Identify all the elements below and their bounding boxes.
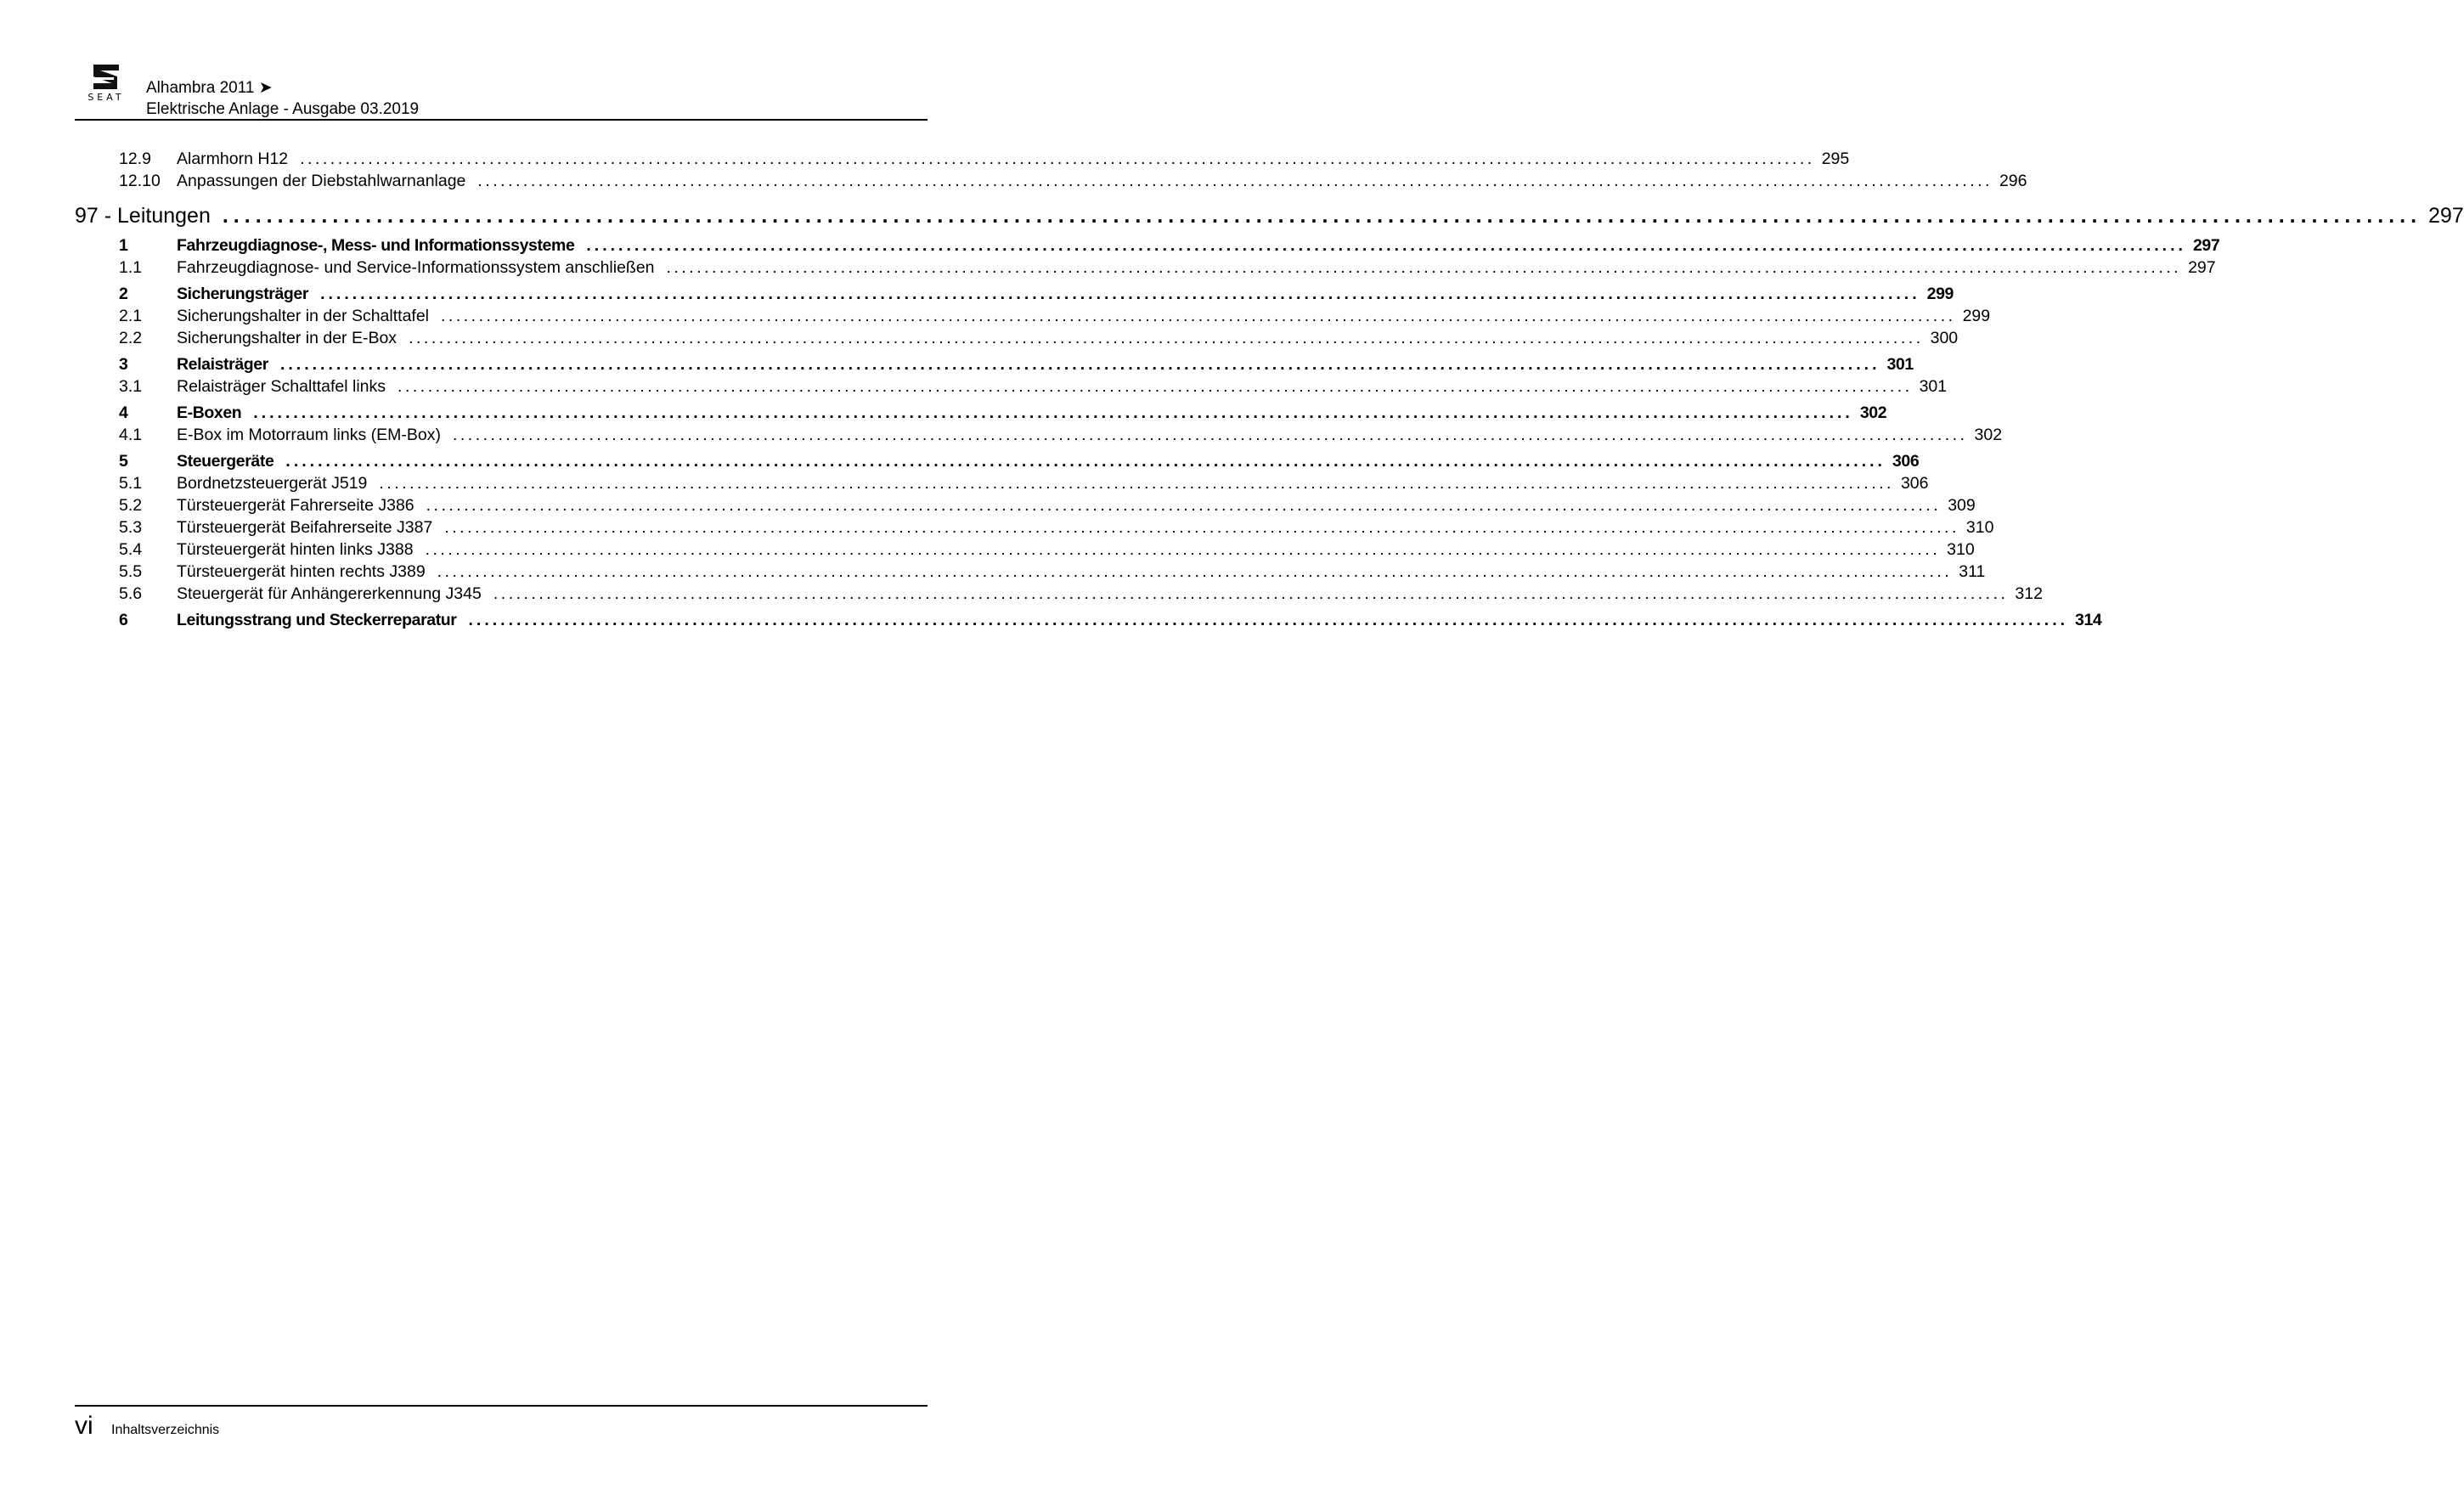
seat-logo-icon xyxy=(80,63,133,92)
toc-entry-title: Anpassungen der Diebstahlwarnanlage xyxy=(177,172,466,190)
dot-leader: ........................................................................................................................................................................................................ xyxy=(666,258,2182,277)
toc-entry-number: 6 xyxy=(119,611,128,629)
dot-leader: ........................................................................................................................................................................................................ xyxy=(441,307,1956,325)
toc-entry-number: 5.3 xyxy=(119,518,143,537)
toc-entry-number: 3.1 xyxy=(119,377,143,396)
toc-entry-number: 2 xyxy=(119,285,128,303)
toc-entry[interactable] xyxy=(75,283,1954,305)
toc-entry-number: 3 xyxy=(119,355,128,374)
dot-leader: ........................................................................................................................................................................................................ xyxy=(279,355,1880,374)
toc-entry[interactable] xyxy=(75,402,1887,424)
dot-leader: ........................................................................................................................................................................................................ xyxy=(285,452,1886,471)
toc-entry-title: Leitungsstrang und Steckerreparatur xyxy=(177,611,457,629)
toc-entry-title: Türsteuergerät hinten rechts J389 xyxy=(177,562,426,581)
toc-entry[interactable] xyxy=(75,353,1914,375)
toc-entry[interactable] xyxy=(75,375,1948,398)
toc-entry-number: 12.10 xyxy=(119,172,161,190)
toc-entry-number: 4.1 xyxy=(119,426,143,444)
toc-entry-page: 299 xyxy=(1962,307,1991,325)
toc-entry-page: 309 xyxy=(1948,496,1976,515)
dot-leader: ........................................................................................................................................................................................................ xyxy=(586,236,2186,255)
toc-entry-page: 297 xyxy=(2428,204,2464,228)
dot-leader: ........................................................................................................................................................................................................ xyxy=(444,518,1959,537)
toc-entry-page: 296 xyxy=(1999,172,2027,190)
toc-entry-number: 5 xyxy=(119,452,128,471)
toc-entry-title: 97 - Leitungen xyxy=(75,204,211,228)
toc-entry[interactable] xyxy=(75,424,2003,446)
toc-entry-title: Türsteuergerät Beifahrerseite J387 xyxy=(177,518,433,537)
dot-leader: ........................................................................................................................................................................................................ xyxy=(379,474,1894,493)
dot-leader: ........................................................................................................................................................................................................ xyxy=(222,204,2422,228)
dot-leader: ........................................................................................................................................................................................................ xyxy=(253,403,1853,422)
toc-entry-page: 295 xyxy=(1821,149,1850,168)
toc-entry-page: 300 xyxy=(1930,329,1959,347)
toc-entry-number: 5.1 xyxy=(119,474,143,493)
toc-entry-title: Sicherungshalter in der E-Box xyxy=(177,329,398,347)
toc-entry-title: Fahrzeugdiagnose-, Mess- und Informationssysteme xyxy=(177,236,575,255)
footer-page-number: vi xyxy=(75,1412,93,1440)
toc-entry-page: 297 xyxy=(2188,258,2216,277)
dot-leader: ........................................................................................................................................................................................................ xyxy=(452,426,1968,444)
toc-entry-title: Fahrzeugdiagnose- und Service-Informationssystem anschließen xyxy=(177,258,655,277)
toc-entry-title: Relaisträger xyxy=(177,355,268,374)
header-rule xyxy=(75,119,928,121)
toc-entry[interactable] xyxy=(75,257,2216,279)
dot-leader: ........................................................................................................................................................................................................ xyxy=(477,172,1993,190)
toc-entry[interactable] xyxy=(75,539,1975,561)
toc-entry-page: 299 xyxy=(1926,285,1954,303)
toc-entry-page: 302 xyxy=(1974,426,2003,444)
toc-entry-number: 5.2 xyxy=(119,496,143,515)
toc-entry-page: 312 xyxy=(2015,584,2043,603)
dot-leader: ........................................................................................................................................................................................................ xyxy=(409,329,1924,347)
toc-entry-title: Bordnetzsteuergerät J519 xyxy=(177,474,368,493)
dot-leader: ........................................................................................................................................................................................................ xyxy=(320,285,1920,303)
dot-leader: ........................................................................................................................................................................................................ xyxy=(493,584,2009,603)
toc-entry-title: Steuergeräte xyxy=(177,452,274,471)
footer-rule xyxy=(75,1405,928,1407)
toc-entry-title: Sicherungshalter in der Schalttafel xyxy=(177,307,430,325)
dot-leader: ........................................................................................................................................................................................................ xyxy=(426,496,1942,515)
logo-wordmark: SEAT xyxy=(87,92,125,103)
toc-entry[interactable] xyxy=(75,450,1920,472)
toc-entry-page: 306 xyxy=(1892,452,1920,471)
table-of-contents xyxy=(75,148,2464,631)
toc-entry-number: 5.6 xyxy=(119,584,143,603)
toc-entry-number: 4 xyxy=(119,403,128,422)
toc-entry[interactable] xyxy=(75,583,2043,605)
toc-entry[interactable] xyxy=(75,494,1976,516)
seat-logo xyxy=(80,63,133,104)
toc-entry[interactable] xyxy=(75,234,2220,257)
toc-entry-title: Türsteuergerät hinten links J388 xyxy=(177,540,414,559)
toc-entry[interactable] xyxy=(75,305,1991,327)
toc-entry-page: 302 xyxy=(1859,403,1887,422)
toc-entry-number: 12.9 xyxy=(119,149,151,168)
toc-entry-number: 5.5 xyxy=(119,562,143,581)
document-title: Alhambra 2011 ➤ xyxy=(146,79,273,97)
dot-leader: ........................................................................................................................................................................................................ xyxy=(398,377,1913,396)
toc-chapter[interactable] xyxy=(75,200,2464,231)
toc-entry[interactable] xyxy=(75,170,2027,192)
toc-entry-number: 2.2 xyxy=(119,329,143,347)
toc-entry-title: E-Boxen xyxy=(177,403,242,422)
dot-leader: ........................................................................................................................................................................................................ xyxy=(300,149,1815,168)
dot-leader: ........................................................................................................................................................................................................ xyxy=(468,611,2069,629)
dot-leader: ........................................................................................................................................................................................................ xyxy=(437,562,1953,581)
toc-entry-page: 311 xyxy=(1959,562,1986,581)
toc-entry-page: 301 xyxy=(1886,355,1914,374)
toc-entry-page: 306 xyxy=(1900,474,1929,493)
toc-entry-page: 301 xyxy=(1919,377,1948,396)
toc-entry-title: Relaisträger Schalttafel links xyxy=(177,377,386,396)
toc-entry-title: Türsteuergerät Fahrerseite J386 xyxy=(177,496,414,515)
toc-entry-number: 1 xyxy=(119,236,128,255)
footer-label: Inhaltsverzeichnis xyxy=(111,1423,220,1437)
toc-entry-title: E-Box im Motorraum links (EM-Box) xyxy=(177,426,441,444)
toc-entry-page: 310 xyxy=(1947,540,1975,559)
toc-entry[interactable] xyxy=(75,609,2102,631)
toc-entry-title: Alarmhorn H12 xyxy=(177,149,289,168)
toc-entry-page: 310 xyxy=(1965,518,1994,537)
toc-entry-title: Steuergerät für Anhängererkennung J345 xyxy=(177,584,482,603)
toc-entry-number: 1.1 xyxy=(119,258,143,277)
document-subtitle: Elektrische Anlage - Ausgabe 03.2019 xyxy=(146,100,420,118)
toc-entry[interactable] xyxy=(75,327,1959,349)
toc-entry[interactable] xyxy=(75,516,1994,539)
toc-entry-page: 297 xyxy=(2192,236,2220,255)
toc-entry[interactable] xyxy=(75,472,1929,494)
toc-entry[interactable] xyxy=(75,561,1986,583)
toc-entry[interactable] xyxy=(75,148,1850,170)
toc-entry-title: Sicherungsträger xyxy=(177,285,309,303)
toc-entry-page: 314 xyxy=(2075,611,2102,629)
toc-entry-number: 5.4 xyxy=(119,540,143,559)
toc-entry-number: 2.1 xyxy=(119,307,143,325)
dot-leader: ........................................................................................................................................................................................................ xyxy=(425,540,1941,559)
